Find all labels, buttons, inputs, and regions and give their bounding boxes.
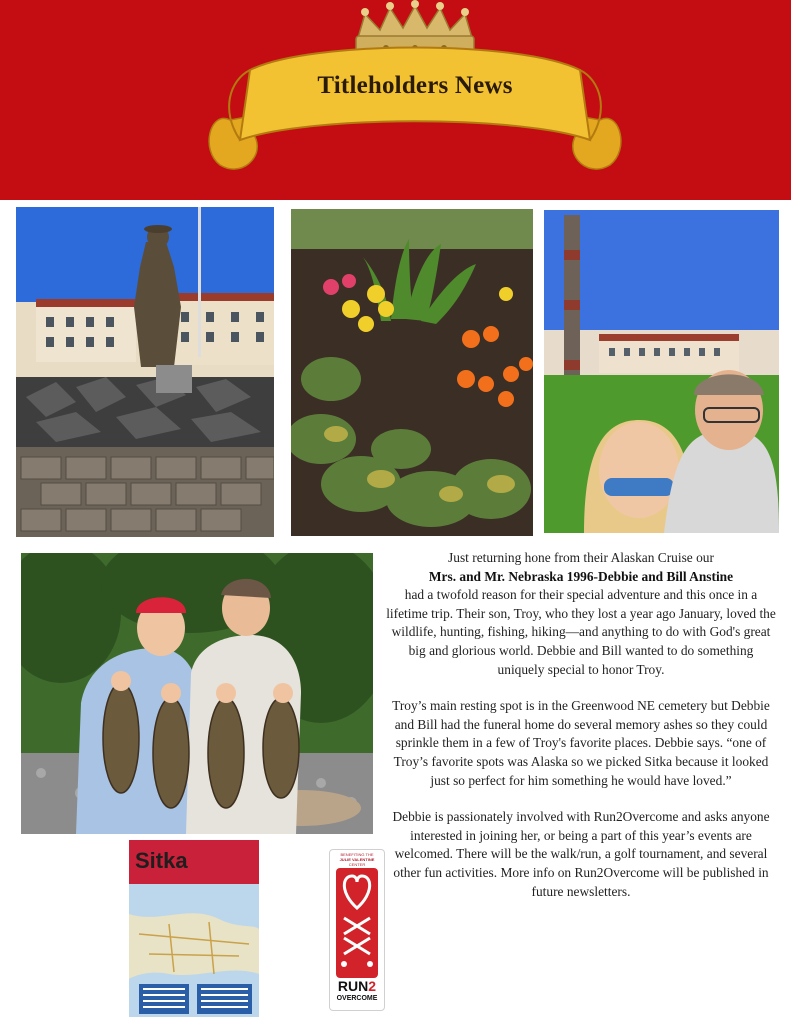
- logo-benefiting-text: BENEFITING THE JULIE VALENTINE CENTER: [339, 852, 375, 867]
- ribbon-icon: [209, 48, 621, 170]
- header-banner: [0, 0, 791, 200]
- logo-overcome-text: OVERCOME: [336, 995, 378, 1002]
- totem-selfie-photo: [544, 210, 779, 533]
- article-body: [386, 549, 776, 919]
- map-title: Sitka: [135, 848, 188, 873]
- article-paragraph-1: [386, 549, 776, 679]
- article-paragraph-2: Troy’s main resting spot is in the Greenwood NE cemetery but Debbie and Bill had the funeral home do several memory ashes so they could sprinkle them in a few of Troy's favorite places. Debbie says. “one of Troy’s favorite spots was Alaska so we picked Sitka because it looked just so perfect for him something he would have loved.”: [392, 698, 770, 788]
- newsletter-title: Titleholders News: [317, 72, 513, 99]
- statue-photo: [16, 207, 274, 537]
- logo-run-text: RUN2: [337, 978, 377, 994]
- flowers-photo: [291, 209, 533, 536]
- titleholder-names: Mrs. and Mr. Nebraska 1996-Debbie and Bill Anstine: [428, 568, 734, 584]
- article-intro: Just returning hone from their Alaskan Cruise our: [448, 550, 714, 565]
- run2overcome-logo: [329, 849, 385, 1011]
- sitka-map: [129, 840, 259, 1017]
- fishing-photo: [21, 553, 373, 834]
- shoe-lace-heart-icon: [330, 868, 384, 978]
- map-graphic: [129, 884, 259, 1017]
- article-paragraph-1-body: had a twofold reason for their special adventure and this once in a lifetime trip. Their son, Troy, who they lost a year ago January, loved the wildlife, hunting, fishing, hiking—and anything to do with God's great big and glorious world. Debbie and Bill wanted to do something uniquely special to honor Troy.: [386, 587, 776, 677]
- article-paragraph-3: Debbie is passionately involved with Run2Overcome and asks anyone interested in joining her, or being a part of this year’s events are welcomed. There will be the walk/run, a golf tournament, and several other fun activities. More info on Run2Overcome will be published in future newsletters.: [392, 809, 770, 899]
